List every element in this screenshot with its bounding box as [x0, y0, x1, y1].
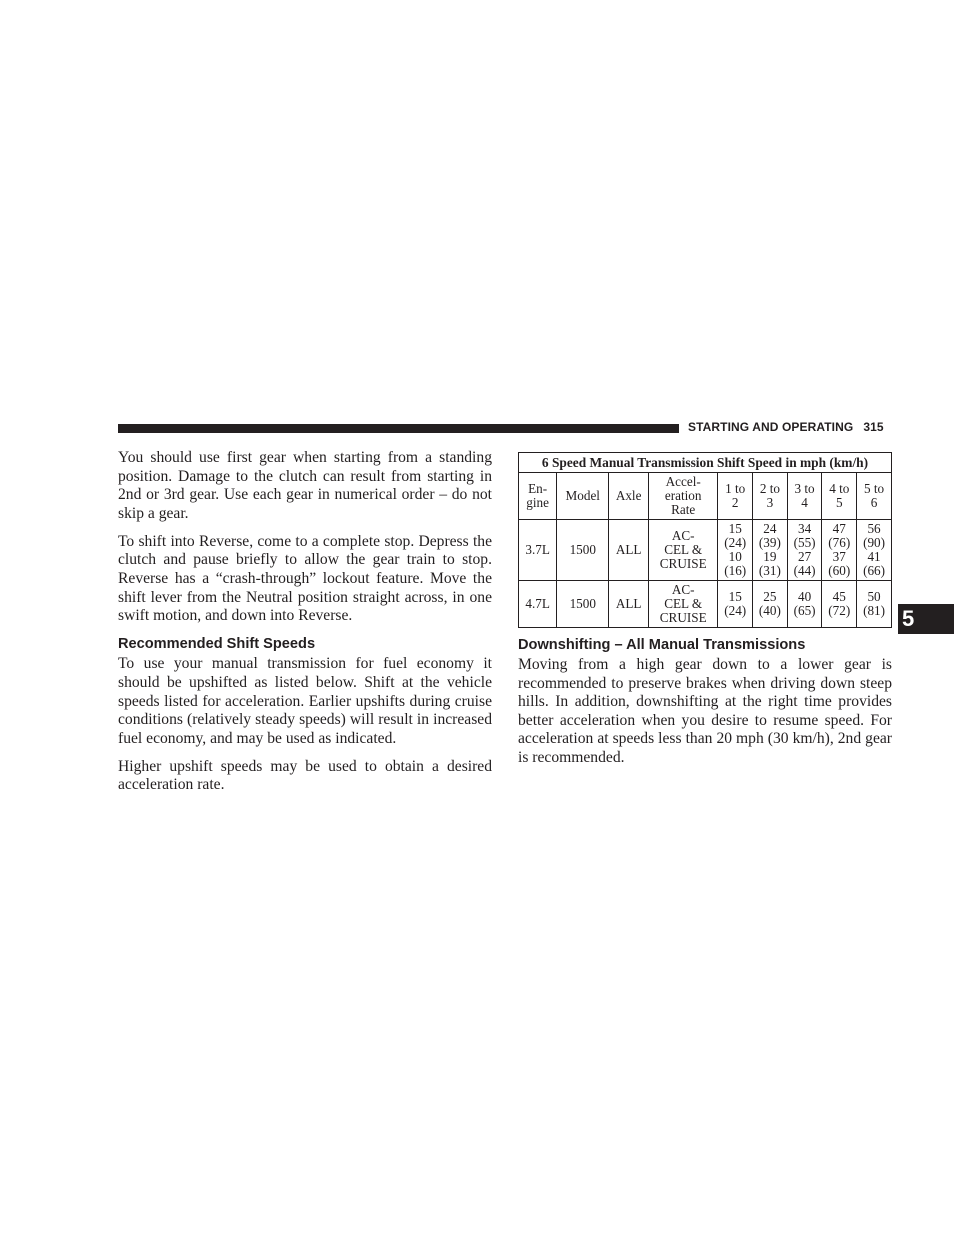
running-header	[688, 420, 884, 434]
table-header-cell: 1 to 2	[718, 473, 753, 520]
table-header-cell: Model	[557, 473, 609, 520]
paragraph-first-gear: You should use first gear when starting from a standing position. Damage to the clutch can result from starting in 2nd or 3rd gear. Use each gear in numerical order – do not skip a gear.	[118, 449, 492, 522]
table-header-cell: Axle	[609, 473, 649, 520]
table-header-row	[519, 473, 892, 520]
table-header-cell: 3 to 4	[787, 473, 822, 520]
table-header-cell: 2 to 3	[753, 473, 788, 520]
table-cell: 15 (24) 10 (16)	[718, 520, 753, 581]
table-cell: AC- CEL & CRUISE	[649, 520, 718, 581]
heading-downshifting: Downshifting – All Manual Transmissions	[518, 637, 806, 653]
left-column	[118, 449, 492, 805]
paragraph-reverse: To shift into Reverse, come to a complete stop. Depress the clutch and pause briefly to allow the gear train to stop. Reverse has a “crash-through” lockout feature. Move the shift lever from the Neutral position straight across, in one swift motion, and down into Reverse.	[118, 532, 492, 625]
table-cell: ALL	[609, 581, 649, 628]
table-cell: 56 (90) 41 (66)	[857, 520, 892, 581]
table-caption: 6 Speed Manual Transmission Shift Speed in mph (km/h)	[519, 453, 892, 473]
paragraph-upshift: To use your manual transmission for fuel economy it should be upshifted as listed below. Shift at the vehicle speeds listed for acceleration. Earlier upshifts during cruise conditions (relatively steady speeds) will result in increased fuel economy, and may be used as indicated.	[118, 655, 492, 747]
page-number: 315	[863, 420, 884, 434]
table-cell: 24 (39) 19 (31)	[753, 520, 788, 581]
table-header-cell: Accel- eration Rate	[649, 473, 718, 520]
paragraph-downshifting: Moving from a high gear down to a lower gear is recommended to preserve brakes when driving down steep hills. In addition, downshifting at the right time provides better acceleration when you desire to resume speed. For acceleration at speeds less than 20 mph (30 km/h), 2nd gear is recommended.	[518, 656, 892, 766]
table-cell: 34 (55) 27 (44)	[787, 520, 822, 581]
paragraph-higher-upshift: Higher upshift speeds may be used to obtain a desired acceleration rate.	[118, 757, 492, 794]
table-cell: 1500	[557, 581, 609, 628]
table-header-cell: 4 to 5	[822, 473, 857, 520]
right-column	[518, 449, 892, 777]
table-header-cell: En- gine	[519, 473, 557, 520]
section-title: STARTING AND OPERATING	[688, 420, 854, 434]
table-cell: 47 (76) 37 (60)	[822, 520, 857, 581]
table-cell: ALL	[609, 520, 649, 581]
table-row	[519, 581, 892, 628]
table-header-cell: 5 to 6	[857, 473, 892, 520]
table-cell: 25 (40)	[753, 581, 788, 628]
table-cell: AC- CEL & CRUISE	[649, 581, 718, 628]
chapter-tab: 5	[898, 604, 954, 634]
header-rule	[118, 424, 679, 433]
table-cell: 50 (81)	[857, 581, 892, 628]
table-cell: 15 (24)	[718, 581, 753, 628]
shift-speed-table	[518, 452, 892, 628]
heading-recommended-shift-speeds: Recommended Shift Speeds	[118, 636, 316, 653]
table-cell: 4.7L	[519, 581, 557, 628]
table-cell: 1500	[557, 520, 609, 581]
table-row	[519, 520, 892, 581]
table-cell: 45 (72)	[822, 581, 857, 628]
table-cell: 3.7L	[519, 520, 557, 581]
table-cell: 40 (65)	[787, 581, 822, 628]
